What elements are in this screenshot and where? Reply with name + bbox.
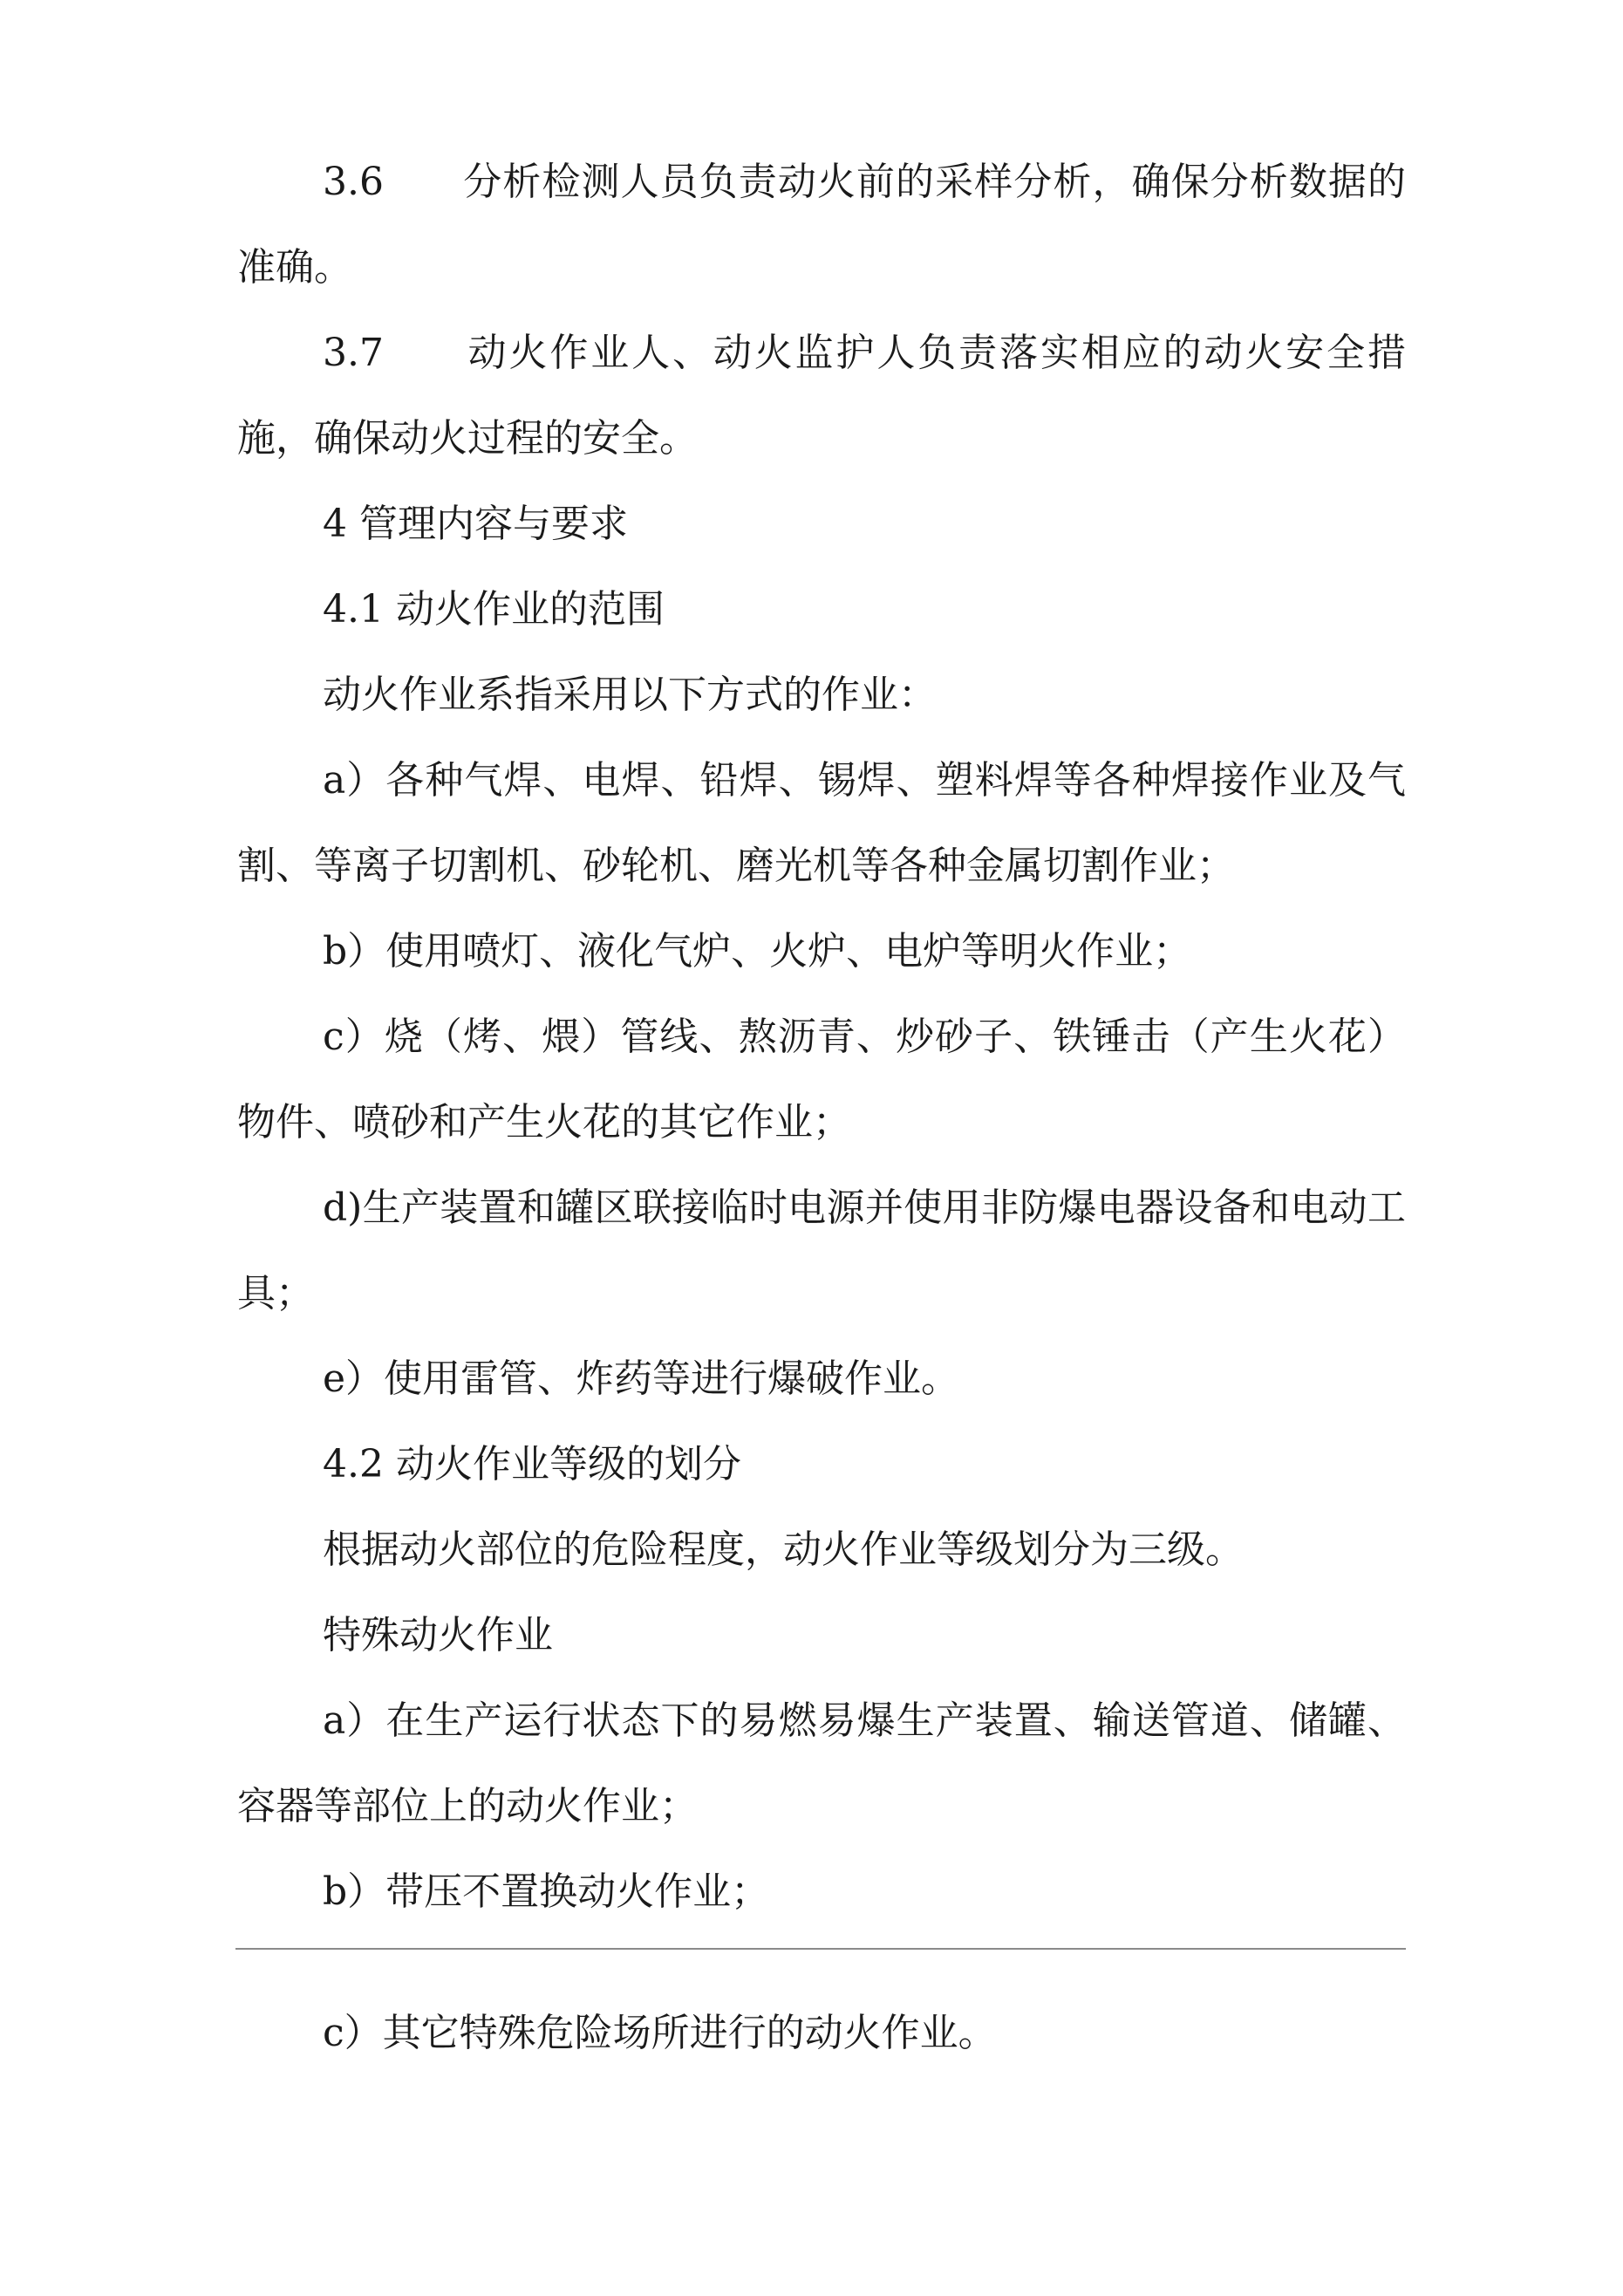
main-text xyxy=(237,140,1406,1935)
special-item-b: b）带压不置换动火作业； xyxy=(323,1869,770,1914)
special-item-c: c）其它特殊危险场所进行的动火作业。 xyxy=(323,2011,997,2055)
special-item-a: a）在生产运行状态下的易燃易爆生产装置、输送管道、储罐、容器等部位上的动火作业； xyxy=(237,1698,1406,1828)
page-divider xyxy=(235,1948,1406,1950)
paragraph-levels: 根据动火部位的危险程度，动火作业等级划分为三级。 xyxy=(323,1527,1244,1572)
list-item-e: e）使用雷管、炸药等进行爆破作业。 xyxy=(323,1356,960,1401)
section-heading-4-1: 4.1 动火作业的范围 xyxy=(323,587,665,632)
continued-text xyxy=(237,1991,1406,2076)
list-item-a: a）各种气焊、电焊、铅焊、锡焊、塑料焊等各种焊接作业及气割、等离子切割机、砂轮机、磨光机等各种金属切割作业； xyxy=(237,758,1406,888)
list-item-c: c）烧（烤、煨）管线、熬沥青、炒砂子、铁锤击（产生火花）物件、喷砂和产生火花的其它作业； xyxy=(237,1015,1406,1145)
section-heading-4-2: 4.2 动火作业等级的划分 xyxy=(323,1442,741,1486)
paragraph-3-6: 3.6 分析检测人员负责动火前的采样分析，确保分析数据的准确。 xyxy=(237,160,1406,290)
paragraph-3-7: 3.7 动火作业人、动火监护人负责落实相应的动火安全措施，确保动火过程的安全。 xyxy=(237,331,1406,461)
section-heading-4: 4 管理内容与要求 xyxy=(323,502,628,546)
subheading-special-hot-work: 特殊动火作业 xyxy=(323,1613,553,1657)
list-item-d: d)生产装置和罐区联接临时电源并使用非防爆电器设备和电动工具； xyxy=(237,1186,1406,1315)
paragraph-definition: 动火作业系指采用以下方式的作业： xyxy=(323,673,937,717)
list-item-b: b）使用喷灯、液化气炉、火炉、电炉等明火作业； xyxy=(323,929,1192,974)
